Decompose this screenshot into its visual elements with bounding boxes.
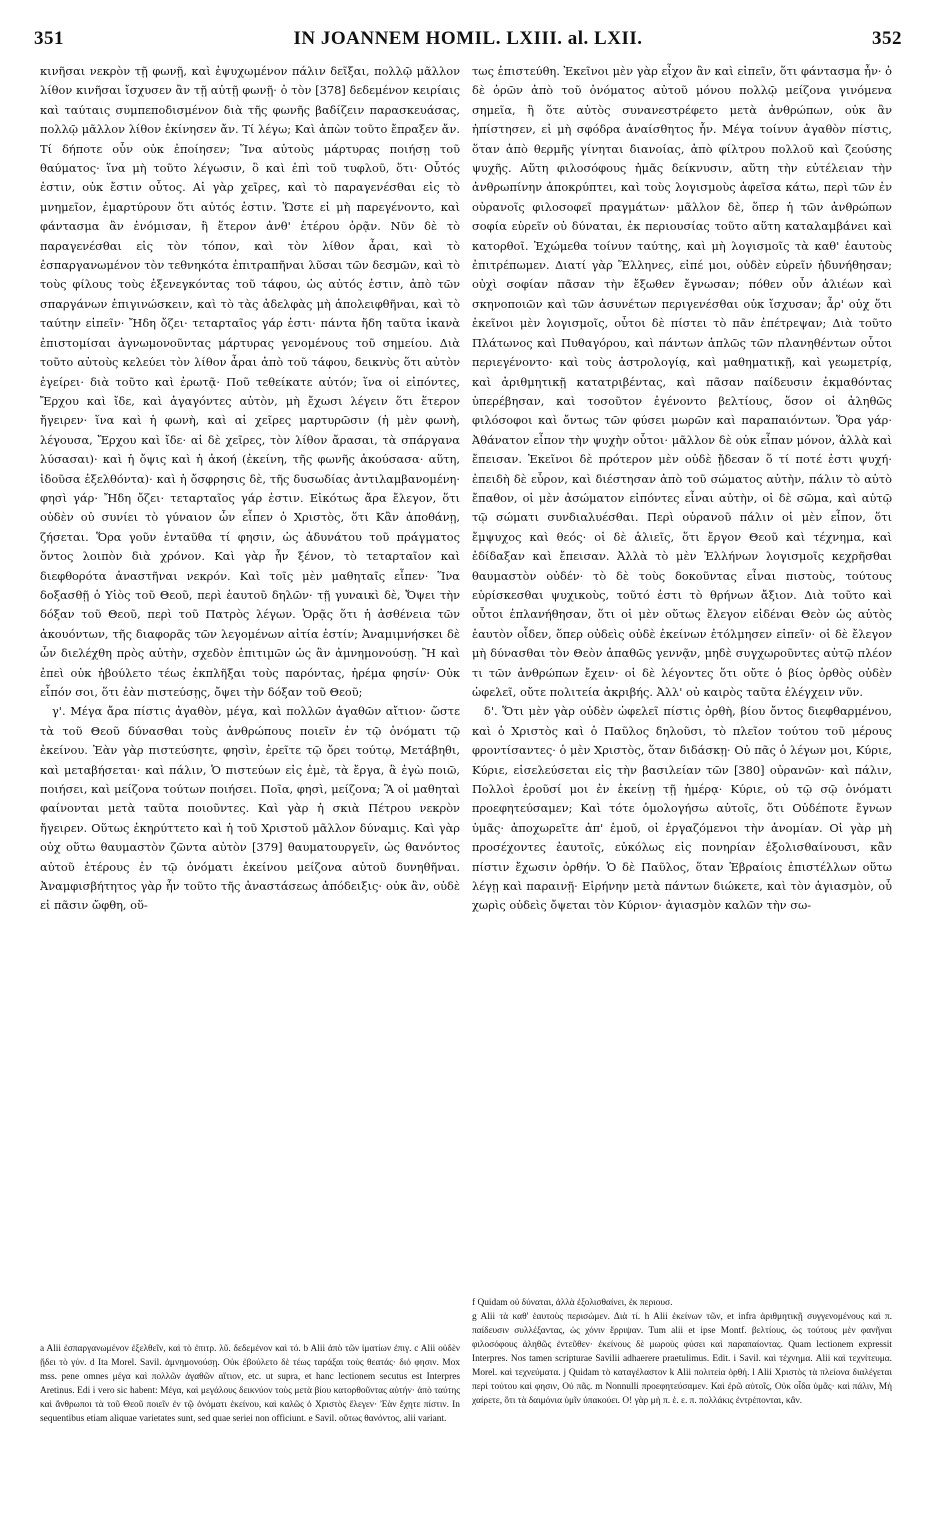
footnote-right-g-m: g Alii τὰ καθ' ἑαυτοὺς περισώμεν. Διὰ τί. h Alii ἐκείνων τῶν, et infra ἀριθμητικῇ συγγενομένους καὶ π. παίδευσιν συλλέξαντας, ὡς χόνιν ἔρριψαν. Tum alii et ipse Montf. βελτίους, ὡς τούτους μὲν φανῆναι φιλοσόφους ἀληθῶς ἐντεῦθεν· ἐκείνους δὲ μωροὺς φύσει καὶ παραπαίοντας. Quam lectionem expressit Interpres. Nos tamen scripturae Savilii adhaerere praetulimus. Edit. i Savil. καὶ τέχνημα. Alii καὶ τεχνίτευμα. Morel. καὶ τεχνεύματα. j Quidam τὸ καταγέλαστον k Alii πολιτεία ὀρθή. l Alii Χριστὸς τὰ πλείονα διαλέγεται περὶ τούτου καὶ φησιν, Οὐ πᾶς. m Nonnulli προεφητεύσαμεν. Καὶ ἐρῶ αὐτοῖς, Οὐκ οἶδα ὑμᾶς· καὶ πάλιν, Μὴ χαίρετε, ὅτι τὰ δαιμόνια ὑμῖν ὑπακούει. O! γὰρ μὴ π. ἑ. ε. π. πολλάκις ἐντρέπονται, κἂν. bbox=[472, 1312, 892, 1406]
page-number-right: 352 bbox=[872, 28, 902, 49]
footnotes-right bbox=[472, 1296, 892, 1532]
left-paragraph-1: κινῆσαι νεκρὸν τῇ φωνῇ, καὶ ἐψυχωμένον πάλιν δεῖξαι, πολλῷ μᾶλλον λίθον κινῆσαι ἴσχυσεν ἂν τῇ αὐτῇ φωνῇ· ὁ τὸν [378] δεδεμένον κειρίαις καὶ ταύταις συμπεποδισμένον διὰ τῆς φωνῆς βαδίζειν παρασκευάσας, πολλῷ μᾶλλον λίθον ἐκίνησεν ἄν. Τί λέγω; Καὶ ἀπὼν τοῦτο ἔπραξεν ἄν. Τί δήποτε οὖν οὐκ ἐποίησεν; Ἵνα αὐτοὺς μάρτυρας ποιήσῃ τοῦ θαύματος· ἵνα μὴ τοῦτο λέγωσιν, ὃ καὶ ἐπὶ τοῦ τυφλοῦ, ὅτι· Οὗτός ἐστιν, οὐκ ἔστιν οὗτος. Αἱ γὰρ χεῖρες, καὶ τὸ παραγενέσθαι εἰς τὸ μνημεῖον, ἐμαρτύρουν ὅτι αὐτός ἐστιν. Ὥστε εἰ μὴ παρεγένοντο, καὶ φάντασμα ἂν ἐνόμισαν, ἢ ἕτερον ἀνθ' ἑτέρου ὁρᾷν. Νῦν δὲ τὸ παραγενέσθαι εἰς τὸν τόπον, καὶ τὸν λίθον ἆραι, καὶ τὸ ἐσπαργανωμένον τὸν τεθνηκότα ἐπιτραπῆναι λῦσαι τῶν δεσμῶν, καὶ τὸ τοὺς φίλους τοὺς ἐξενεγκόντας τοῦ τάφου, ὡς αὐτός ἐστιν, ἀπὸ τῶν σπαργάνων ἐπιγινώσκειν, καὶ τὸ τὰς ἀδελφὰς μὴ ἀπολειφθῆναι, καὶ τὸ ταύτην εἰπεῖν· Ἤδη ὄζει· τεταρταῖος γάρ ἐστι· πάντα ἤδη ταῦτα ἱκανὰ ἐπιστομίσαι ἀγνωμονοῦντας μάρτυρας γενομένους τοῦ σημείου. Διὰ τοῦτο αὐτοὺς κελεύει τὸν λίθον ἆραι ἀπὸ τοῦ τάφου, δεικνὺς ὅτι αὐτὸν ἐγείρει· διὰ τοῦτο καὶ ἐρωτᾷ· Ποῦ τεθείκατε αὐτόν; ἵνα οἱ εἰπόντες, Ἔρχου καὶ ἴδε, καὶ ἀγαγόντες αὐτὸν, μὴ ἔχωσι λέγειν ὅτι ἕτερον ἤγειρεν· ἵνα καὶ ἡ φωνὴ, καὶ αἱ χεῖρες μαρτυρῶσιν (ἡ μὲν φωνὴ, λέγουσα, Ἔρχου καὶ ἴδε· αἱ δὲ χεῖρες, τὸν λίθον ἄρασαι, τὰ σπάργανα λύσασαι)· καὶ ἡ ὄψις καὶ ἡ ἀκοή (ἐκείνη, τῆς φωνῆς ἀκούσασα· αὕτη, ἰδοῦσα ἐξελθόντα)· καὶ ἡ ὄσφρησις δὲ, τῆς δυσωδίας ἀντιλαμβανομένη· φησὶ γάρ· Ἤδη ὄζει· τεταρταῖος γάρ ἐστιν. Εἰκότως ἄρα ἔλεγον, ὅτι οὐδὲν οὐ συνίει τὸ γύναιον ὧν εἶπεν ὁ Χριστὸς, ὅτι Κἂν ἀποθάνῃ, ζήσεται. Ὅρα γοῦν ἐνταῦθα τί φησιν, ὡς ἀδυνάτου τοῦ πράγματος ὄντος λοιπὸν διὰ χρόνον. Καὶ γὰρ ἦν ξένον, τὸ τεταρταῖον καὶ διεφθορότα ἀναστῆναι νεκρόν. Καὶ τοῖς μὲν μαθηταῖς εἶπεν· Ἵνα δοξασθῇ ὁ Υἱὸς τοῦ Θεοῦ, περὶ ἑαυτοῦ δηλῶν· τῇ γυναικὶ δὲ, Ὄψει τὴν δόξαν τοῦ Θεοῦ, περὶ τοῦ Πατρὸς λέγων. Ὁρᾷς ὅτι ἡ ἀσθένεια τῶν ἀκουόντων, τῆς διαφορᾶς τῶν λεγομένων αἰτία ἐστίν; Ἀναμιμνήσκει δὲ ὧν διελέχθη πρὸς αὐτὴν, σχεδὸν ἐπιτιμῶν ὡς ἂν ἀμνημονούσῃ. Ἢ καὶ ἐπεὶ οὐκ ἠβούλετο τέως ἐκπλῆξαι τοὺς παρόντας, ἠρέμα φησίν· Οὐκ εἶπόν σοι, ὅτι ἐὰν πιστεύσῃς, ὄψει τὴν δόξαν τοῦ Θεοῦ; bbox=[40, 64, 460, 699]
footnote-left-block: a Alii ἐσπαργανωμένον ἐξελθεῖν, καὶ τὸ ἐπιτρ. λῦ. δεδεμένον καὶ τό. b Alii ἀπὸ τῶν ἱματίων ἐπιγ. c Alii οὐδὲν ᾔδει τὸ γύν. d Ita Morel. Savil. ἀμνημονούσῃ. Οὐκ ἐβούλετο δὲ τέως ταράξαι τοὺς θεατάς· διό φησιν. Mox mss. pene omnes μέγα καὶ πολλῶν ἀγαθῶν αἴτιον, etc. ut supra, et hanc lectionem secutus est Interpres Aretinus. Edi i vero sic habent: Μέγα, καὶ μεγάλους δεικνύον τοὺς μετὰ βίου κατορθοῦντας αὐτήν· ἀπὸ ταύτης καὶ ἄνθρωποι τὰ τοῦ Θεοῦ ποιεῖν ἐν τῷ ὀνόματι ἐκείνου, καὶ καλῶς ὁ Χριστὸς ἔλεγεν· Ἐὰν ἔχητε πίστιν. In sequentibus etiam aliquae varietates sunt, sed quae seriei non officiunt. e Savil. οὕτως θανόντος, alii variant. bbox=[40, 1344, 460, 1424]
right-column-text bbox=[472, 62, 892, 1288]
left-paragraph-2: γ'. Μέγα ἄρα πίστις ἀγαθὸν, μέγα, καὶ πολλῶν ἀγαθῶν αἴτιον· ὥστε τὰ τοῦ Θεοῦ δύνασθαι τοὺς ἀνθρώπους ποιεῖν ἐν τῷ ὀνόματι τῷ ἐκείνου. Ἐὰν γὰρ πιστεύσητε, φησὶν, ἐρεῖτε τῷ ὄρει τούτῳ, Μετάβηθι, καὶ μεταβήσεται· καὶ πάλιν, Ὁ πιστεύων εἰς ἐμὲ, τὰ ἔργα, ἃ ἐγὼ ποιῶ, ποιήσει, καὶ μείζονα τούτων ποιήσει. Ποῖα, φησὶ, μείζονα; Ἃ οἱ μαθηταὶ φαίνονται μετὰ ταῦτα ποιοῦντες. Καὶ γὰρ ἡ σκιὰ Πέτρου νεκρὸν ἤγειρεν. Οὕτως ἐκηρύττετο καὶ ἡ τοῦ Χριστοῦ μᾶλλον δύναμις. Καὶ γὰρ οὐχ οὕτω θαυμαστὸν ζῶντα αὐτὸν [379] θαυματουργεῖν, ὡς θανόντος αὐτοῦ ἑτέρους ἐν τῷ ὀνόματι ἐκείνου μείζονα αὐτοῦ δυνηθῆναι. Ἀναμφισβήτητος γὰρ ἦν τοῦτο τῆς ἀναστάσεως ἀπόδειξις· οὐκ ἂν, οὐδὲ εἰ πᾶσιν ὤφθη, οὕ- bbox=[40, 704, 460, 913]
page-number-left: 351 bbox=[34, 28, 64, 49]
footnotes-left bbox=[40, 1342, 460, 1532]
running-header bbox=[34, 28, 902, 52]
running-title: IN JOANNEM HOMIL. LXIII. al. LXII. bbox=[293, 28, 643, 49]
right-paragraph-2: δ'. Ὅτι μὲν γὰρ οὐδὲν ὠφελεῖ πίστις ὀρθὴ, βίου ὄντος διεφθαρμένου, καὶ ὁ Χριστὸς καὶ ὁ Παῦλος δηλοῦσι, τὸ πλεῖον τούτου τοῦ μέρους φροντίσαντες· ὁ μὲν Χριστὸς, ὅταν διδάσκῃ· Οὐ πᾶς ὁ λέγων μοι, Κύριε, Κύριε, εἰσελεύσεται εἰς τὴν βασιλείαν τῶν [380] οὐρανῶν· καὶ πάλιν, Πολλοὶ ἐροῦσί μοι ἐν ἐκείνῃ τῇ ἡμέρᾳ· Κύριε, οὐ τῷ σῷ ὀνόματι προεφητεύσαμεν; Καὶ τότε ὁμολογήσω αὐτοῖς, ὅτι Οὐδέποτε ἔγνων ὑμᾶς· ἀποχωρεῖτε ἀπ' ἐμοῦ, οἱ ἐργαζόμενοι τὴν ἀνομίαν. Οἱ γὰρ μὴ προσέχοντες ἑαυτοῖς, εὐκόλως εἰς πονηρίαν ἐξολισθαίνουσι, κἂν πίστιν ἔχωσιν ὀρθήν. Ὁ δὲ Παῦλος, ὅταν Ἑβραίοις ἐπιστέλλων οὕτω λέγῃ καὶ παραινῇ· Εἰρήνην μετὰ πάντων διώκετε, καὶ τὸν ἁγιασμὸν, οὗ χωρὶς οὐδεὶς ὄψεται τὸν Κύριον· ἁγιασμὸν καλῶν τὴν σω- bbox=[472, 704, 892, 913]
left-column-text bbox=[40, 62, 460, 1338]
footnote-right-f: f Quidam οὐ δύναται, ἀλλὰ ἐξολισθαίνει, ἐκ περιουσ. bbox=[472, 1298, 673, 1308]
right-paragraph-1: τως ἐπιστεύθη. Ἐκεῖνοι μὲν γὰρ εἶχον ἂν καὶ εἰπεῖν, ὅτι φάντασμα ἦν· ὁ δὲ ὁρῶν ἀπὸ τοῦ ὀνόματος αὐτοῦ μόνου πολλῷ μείζονα γινόμενα σημεῖα, ἢ ὅτε αὐτὸς συνανεστρέφετο μετὰ ἀνθρώπων, οὐκ ἂν ἠπίστησεν, εἰ μὴ σφόδρα ἀναίσθητος ἦν. Μέγα τοίνυν ἀγαθὸν πίστις, ὅταν ἀπὸ θερμῆς γίνηται διανοίας, ἀπὸ φίλτρου πολλοῦ καὶ ζεούσης ψυχῆς. Αὕτη φιλοσόφους ἡμᾶς δείκνυσιν, αὕτη τὴν εὐτέλειαν τὴν ἀνθρωπίνην ἀποκρύπτει, καὶ τοὺς λογισμοὺς ἀφεῖσα κάτω, περὶ τῶν ἐν οὐρανοῖς φιλοσοφεῖ πραγμάτων· μᾶλλον δὲ, ὅπερ ἡ τῶν ἀνθρώπων σοφία εὑρεῖν οὐ δύναται, ἐκ περιουσίας τοῦτο αὕτη καταλαμβάνει καὶ κατορθοῖ. Ἐχώμεθα τοίνυν ταύτης, καὶ μὴ λογισμοῖς τὰ καθ' ἑαυτοὺς ἐπιτρέπωμεν. Διατί γὰρ Ἕλληνες, εἰπέ μοι, οὐδὲν εὑρεῖν ἠδυνήθησαν; οὐχὶ σοφίαν πᾶσαν τὴν ἔξωθεν ἔγνωσαν; πόθεν οὖν ἁλιέων καὶ σκηνοποιῶν καὶ τῶν ἀσυνέτων περιγενέσθαι οὐκ ἴσχυσαν; ἆρ' οὐχ ὅτι ἐκεῖνοι μὲν λογισμοῖς, οὗτοι δὲ πίστει τὸ πᾶν ἐπέτρεψαν; Διὰ τοῦτο Πλάτωνος καὶ Πυθαγόρου, καὶ πάντων ἁπλῶς τῶν πλανηθέντων οὗτοι περιεγένοντο· καὶ τοὺς ἀστρολογίᾳ, καὶ μαθηματικῇ, καὶ γεωμετρίᾳ, καὶ ἀριθμητικῇ κατατριβέντας, καὶ πᾶσαν παίδευσιν ἐκμαθόντας ὑπερέβησαν, καὶ τοσοῦτον ἐγένοντο βελτίους, ὅσον οἱ ἀληθῶς φιλόσοφοι καὶ ὄντως τῶν φύσει μωρῶν καὶ παραπαιόντων. Ὅρα γάρ· Ἀθάνατον εἶπον τὴν ψυχὴν οὗτοι· μᾶλλον δὲ οὐκ εἶπαν μόνον, ἀλλὰ καὶ ἔπεισαν. Ἐκεῖνοι δὲ πρότερον μὲν οὐδὲ ᾔδεσαν ὅ τί ποτέ ἐστι ψυχή· ἐπειδὴ δὲ εὗρον, καὶ διέστησαν ἀπὸ τοῦ σώματος αὐτὴν, πάλιν τὸ αὐτὸ ἔπαθον, οἱ μὲν ἀσώματον εἰπόντες εἶναι αὐτὴν, οἱ δὲ σῶμα, καὶ αὐτῷ τῷ σώματι συνδιαλυέσθαι. Περὶ οὐρανοῦ πάλιν οἱ μὲν εἶπον, ὅτι ἔμψυχος καὶ θεός· οἱ δὲ ἁλιεῖς, ὅτι ἔργον Θεοῦ καὶ τέχνημα, καὶ ἐδίδαξαν καὶ ἔπεισαν. Ἀλλὰ τὸ μὲν Ἑλλήνων λογισμοῖς κεχρῆσθαι θαυμαστὸν οὐδέν· τὸ δὲ τοὺς δοκοῦντας εἶναι πιστοὺς, τούτους εὑρίσκεσθαι ψυχικοὺς, τοῦτό ἐστι τὸ θρήνων ἄξιον. Διὰ τοῦτο καὶ οὗτοι ἐπλανήθησαν, ὅτι οἱ μὲν οὕτως ἔλεγον εἰδέναι Θεὸν ὡς αὐτὸς ἑαυτὸν οἶδεν, ὅπερ οὐδεὶς οὐδὲ ἐκείνων ἐτόλμησεν εἰπεῖν· οἱ δὲ ἔλεγον μὴ δύνασθαι τὸν Θεὸν ἀπαθῶς γεννᾷν, μηδὲ συγχωροῦντες αὐτῷ πλέον τι τῶν ἀνθρώπων ἔχειν· οἱ δὲ λέγοντες ὅτι οὔτε ὁ βίος ὀρθὸς οὐδὲν ὠφελεῖ, οὔτε πολιτεία ἀκριβής. Ἀλλ' οὐ καιρὸς ταῦτα ἐλέγχειν νῦν. bbox=[472, 64, 892, 699]
